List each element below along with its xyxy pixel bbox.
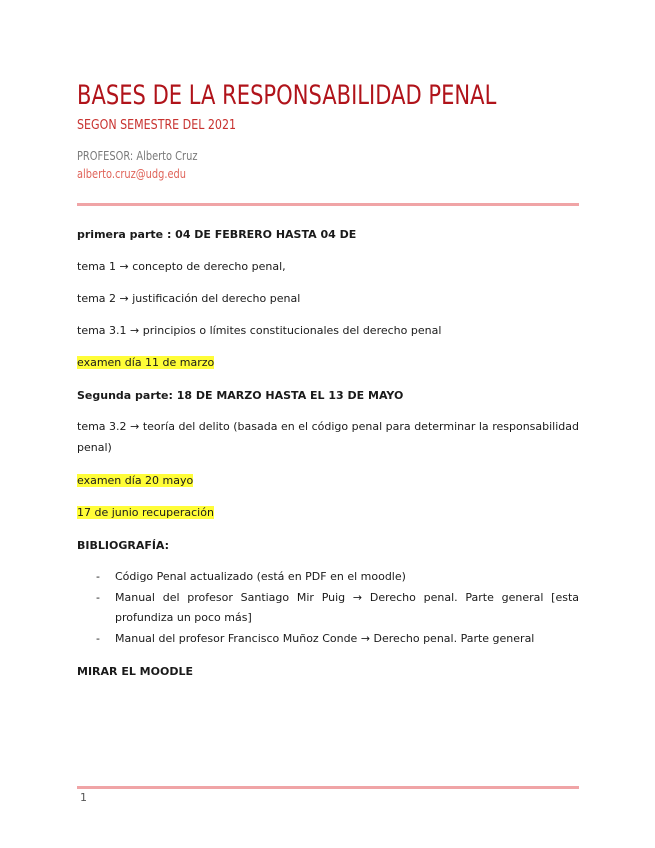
topic-1: tema 1 → concepto de derecho penal,: [77, 260, 286, 273]
footer-divider: [77, 786, 579, 789]
document-title: BASES DE LA RESPONSABILIDAD PENAL: [77, 80, 497, 111]
topic-3-1: tema 3.1 → principios o límites constitucionales del derecho penal: [77, 324, 442, 337]
recovery-highlight: 17 de junio recuperación: [77, 506, 214, 519]
list-item: [77, 567, 579, 588]
professor-name: PROFESOR: Alberto Cruz: [77, 149, 198, 163]
exam-2-highlight: examen día 20 mayo: [77, 474, 194, 487]
header-divider: [77, 203, 579, 206]
bullet-dash: -: [96, 590, 100, 604]
bibliography-heading: BIBLIOGRAFÍA:: [77, 539, 170, 552]
topic-2: tema 2 → justificación del derecho penal: [77, 292, 301, 305]
bibliography-item-text: Manual del profesor Santiago Mir Puig → Derecho penal. Parte general [esta profundiza un poco más]: [115, 590, 579, 624]
bullet-dash: -: [96, 570, 100, 583]
list-item: [77, 588, 579, 629]
moodle-note: MIRAR EL MOODLE: [77, 665, 193, 678]
bibliography-item-text: Código Penal actualizado (está en PDF en el moodle): [115, 570, 406, 583]
exam-1-highlight: examen día 11 de marzo: [77, 356, 215, 369]
recovery-date: [77, 506, 214, 519]
exam-2-date: [77, 474, 193, 487]
list-item: [77, 629, 579, 650]
topic-3-2: tema 3.2 → teoría del delito (basada en el código penal para determinar la responsabilidad penal): [77, 420, 579, 454]
exam-1-date: [77, 356, 214, 369]
semester-subtitle: SEGON SEMESTRE DEL 2021: [77, 117, 237, 133]
bullet-dash: -: [96, 631, 100, 645]
part1-heading: primera parte : 04 DE FEBRERO HASTA 04 DE: [77, 228, 357, 241]
professor-email[interactable]: alberto.cruz@udg.edu: [77, 167, 187, 181]
page-number: 1: [80, 791, 87, 804]
bibliography-item-text: Manual del profesor Francisco Muñoz Conde → Derecho penal. Parte general: [115, 631, 535, 645]
bibliography-list: [77, 567, 579, 649]
part2-heading: Segunda parte: 18 DE MARZO HASTA EL 13 DE MAYO: [77, 389, 404, 402]
